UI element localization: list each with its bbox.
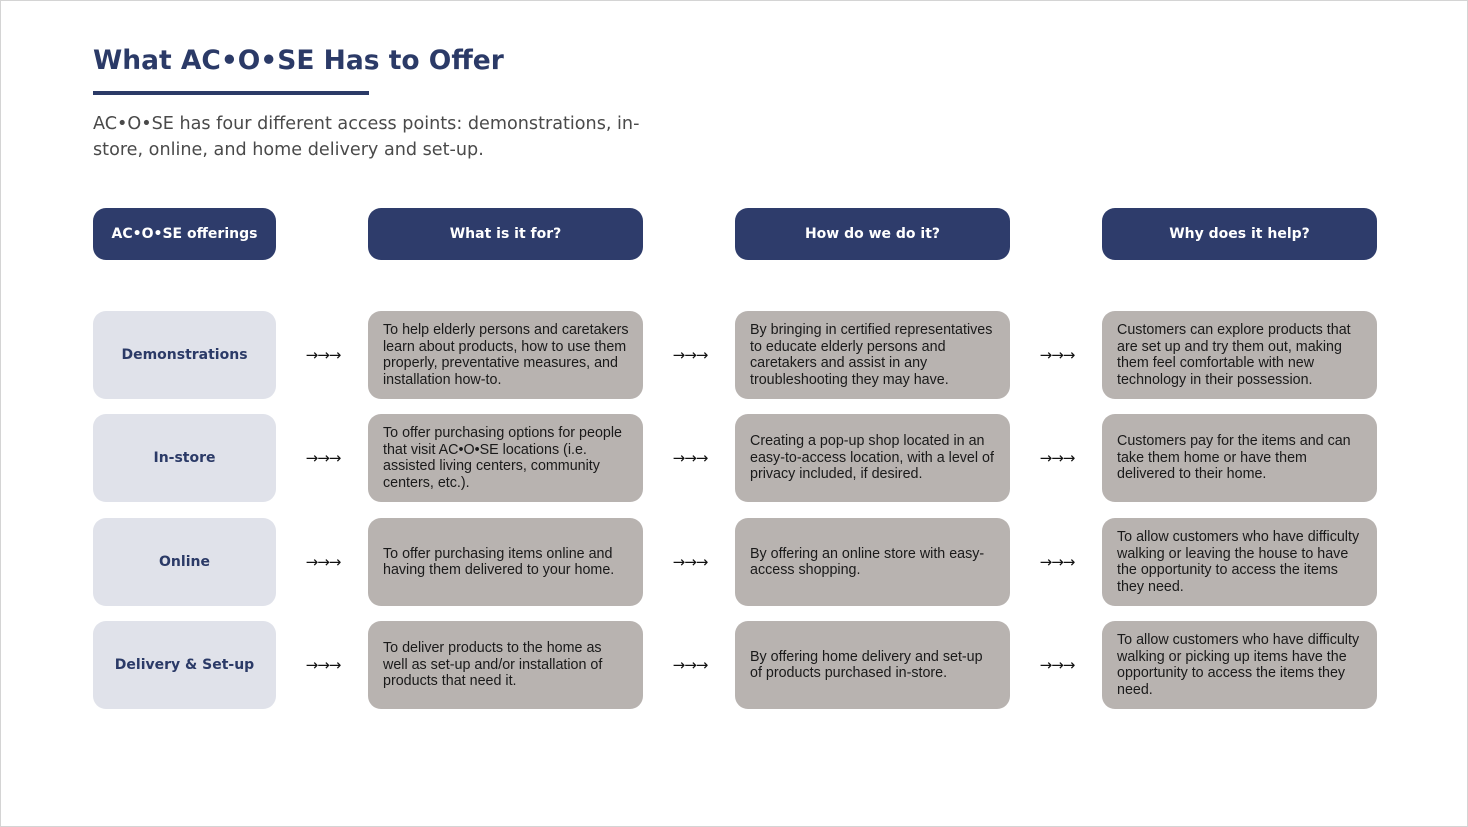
arrow-connector: →→→: [305, 449, 341, 467]
offering-delivery-setup: Delivery & Set-up: [93, 621, 276, 709]
arrow-connector: →→→: [672, 553, 708, 571]
header-what: What is it for?: [368, 208, 643, 260]
cell-why: To allow customers who have difficulty walking or leaving the house to have the opportunity to access the items they need.: [1102, 518, 1377, 606]
cell-how: Creating a pop-up shop located in an easy-to-access location, with a level of privacy included, if desired.: [735, 414, 1010, 502]
cell-why: Customers can explore products that are set up and try them out, making them feel comfortable with new technology in their possession.: [1102, 311, 1377, 399]
cell-how: By offering an online store with easy-access shopping.: [735, 518, 1010, 606]
arrow-connector: →→→: [1039, 656, 1075, 674]
arrow-connector: →→→: [672, 656, 708, 674]
header-offerings: AC•O•SE offerings: [93, 208, 276, 260]
cell-how: By offering home delivery and set-up of products purchased in-store.: [735, 621, 1010, 709]
offering-demonstrations: Demonstrations: [93, 311, 276, 399]
cell-why: Customers pay for the items and can take them home or have them delivered to their home.: [1102, 414, 1377, 502]
arrow-connector: →→→: [305, 553, 341, 571]
arrow-connector: →→→: [305, 656, 341, 674]
offering-in-store: In-store: [93, 414, 276, 502]
cell-what: To deliver products to the home as well as set-up and/or installation of products that need it.: [368, 621, 643, 709]
arrow-connector: →→→: [305, 346, 341, 364]
arrow-connector: →→→: [1039, 553, 1075, 571]
offering-online: Online: [93, 518, 276, 606]
page-title: What AC•O•SE Has to Offer: [93, 45, 504, 76]
cell-what: To offer purchasing options for people that visit AC•O•SE locations (i.e. assisted living centers, community centers, etc.).: [368, 414, 643, 502]
arrow-connector: →→→: [1039, 346, 1075, 364]
arrow-connector: →→→: [672, 449, 708, 467]
arrow-connector: →→→: [672, 346, 708, 364]
cell-what: To offer purchasing items online and having them delivered to your home.: [368, 518, 643, 606]
header-how: How do we do it?: [735, 208, 1010, 260]
title-underline: [93, 91, 369, 95]
header-why: Why does it help?: [1102, 208, 1377, 260]
cell-what: To help elderly persons and caretakers learn about products, how to use them properly, preventative measures, and installation how-to.: [368, 311, 643, 399]
arrow-connector: →→→: [1039, 449, 1075, 467]
cell-how: By bringing in certified representatives to educate elderly persons and caretakers and assist in any troubleshooting they may have.: [735, 311, 1010, 399]
subtitle: AC•O•SE has four different access points: demonstrations, in-store, online, and home delivery and set-up.: [93, 114, 640, 160]
cell-why: To allow customers who have difficulty walking or picking up items have the opportunity to access the items they need.: [1102, 621, 1377, 709]
